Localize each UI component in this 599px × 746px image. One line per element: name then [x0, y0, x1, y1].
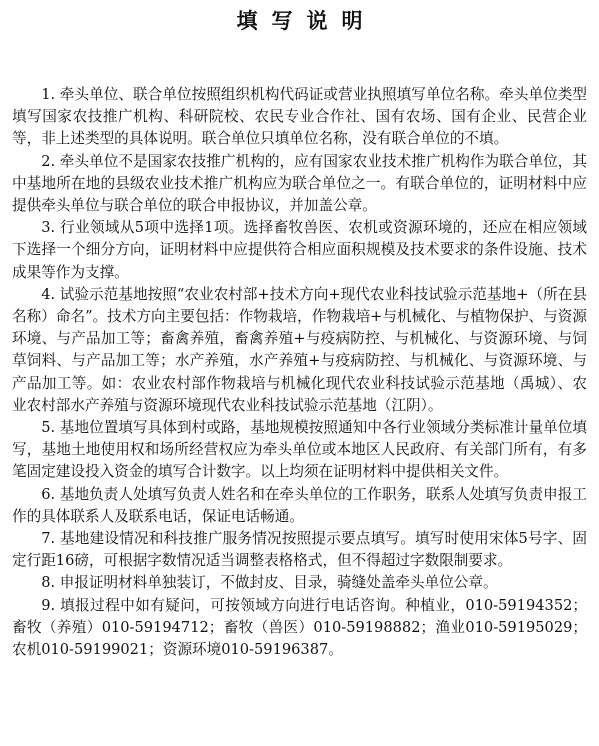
instruction-item-8: 8. 申报证明材料单独装订，不做封皮、目录，骑缝处盖牵头单位公章。 [41, 574, 498, 592]
instruction-item-4: 4. 试验示范基地按照“农业农村部+技术方向+现代农业科技试验示范基地+（所在县名称）命名”。技术方向主要包括：作物栽培，作物栽培+与机械化、与植物保护、与资源环境、与产品加工等；畜禽养殖，畜禽养殖+与疫病防控、与机械化、与资源环境、与饲草饲料、与产品加工等；水产养殖，水产养殖+与疫病防控、与机械化、与资源环境、与产品加工等。如：农业农村部作物栽培与机械化现代农业科技试验示范基地（禹城）、农业农村部水产养殖与资源环境现代农业科技试验示范基地（江阴）。 [12, 285, 587, 414]
instruction-item-2: 2. 牵头单位不是国家农技推广机构的，应有国家农业技术推广机构作为联合单位，其中基地所在地的县级农业技术推广机构应为联合单位之一。有联合单位的，证明材料中应提供牵头单位与联合单位的联合申报协议，并加盖公章。 [12, 152, 587, 215]
instruction-item-7: 7. 基地建设情况和科技推广服务情况按照提示要点填写。填写时使用宋体5号字、固定行距16磅，可根据字数情况适当调整表格格式，但不得超过字数限制要求。 [12, 530, 587, 570]
instruction-item-6: 6. 基地负责人处填写负责人姓名和在牵头单位的工作职务，联系人处填写负责申报工作的具体联系人及联系电话，保证电话畅通。 [12, 485, 587, 525]
instruction-item-5: 5. 基地位置填写具体到村或路，基地规模按照通知中各行业领域分类标准计量单位填写，基地土地使用权和场所经营权应为牵头单位或本地区人民政府、有关部门所有，有多笔固定建设投入资金的填写合计数字。以上均须在证明材料中提供相关文件。 [12, 419, 587, 481]
page-title: 填写说明 [236, 8, 377, 33]
instruction-item-3: 3. 行业领域从5项中选择1项。选择畜牧兽医、农机或资源环境的，还应在相应领域下选择一个细分方向，证明材料中应提供符合相应面积规模及技术要求的条件设施、技术成果等作为支撑。 [12, 219, 587, 281]
instruction-item-1: 1. 牵头单位、联合单位按照组织机构代码证或营业执照填写单位名称。牵头单位类型填写国家农技推广机构、科研院校、农民专业合作社、国有农场、国有企业、民营企业等，非上述类型的具体说明。联合单位只填单位名称，没有联合单位的不填。 [12, 86, 587, 148]
instruction-item-9: 9. 填报过程中如有疑问，可按领域方向进行电话咨询。种植业，010-59194352；畜牧（养殖）010-59194712；畜牧（兽医）010-59198882；渔业010-59195029；农机010-59199021；资源环境010-59196387。 [12, 596, 587, 659]
instructions-body [12, 84, 587, 661]
